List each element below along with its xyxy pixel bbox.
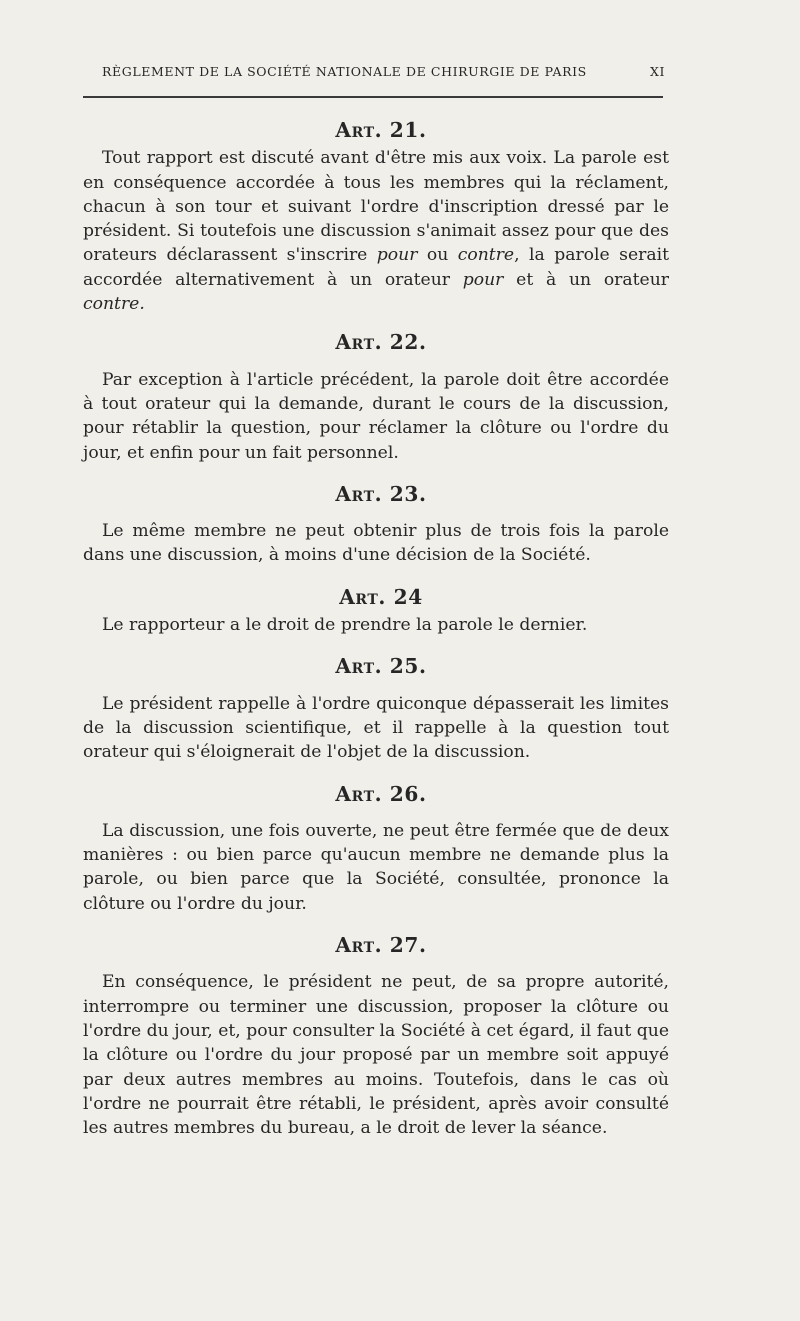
article-text: Le même membre ne peut obtenir plus de trois fois la parole dans une discussion, à moins d'une décision de la Société. (83, 521, 669, 566)
article-text (83, 146, 669, 316)
italic-term: pour (462, 269, 504, 290)
article-heading: Art. 23. (335, 481, 427, 506)
header-rule (83, 96, 663, 98)
article-text: Le président rappelle à l'ordre quiconque dépasserait les limites de la discussion scientifique, et il rappelle à la question tout orateur qui s'éloignerait de l'objet de la discussion. (83, 693, 669, 763)
article-text-segment: , la parole serait accordée alternativement à un orateur (83, 245, 669, 290)
page-number: XI (649, 64, 665, 79)
article-text-segment: ou (417, 245, 458, 266)
article-heading: Art. 26. (335, 781, 427, 806)
running-header (80, 64, 665, 86)
article-heading: Art. 22. (335, 330, 427, 355)
article-text-segment: et à un orateur (503, 269, 670, 290)
article-text: En conséquence, le président ne peut, de sa propre autorité, interrompre ou terminer une discussion, proposer la clôture ou l'ordre du jour, et, pour consulter la Société à cet égard, il faut que la clôture ou l'ordre du jour proposé par un membre soit appuyé par deux autres membres au moins. Toutefois, dans le cas où l'ordre ne pourrait être rétabli, le président, après avoir consulté les autres membres du bureau, a le droit de lever la séance. (83, 972, 669, 1139)
article-text-segment: Tout rapport est discuté avant d'être mis aux voix. La parole est en conséquence accordée à tous les membres qui la réclament, chacun à son tour et suivant l'ordre d'inscription dressé par le président. Si toutefois une discussion s'animait assez pour que des orateurs déclarassent s'inscrire (83, 148, 669, 266)
article-heading: Art. 27. (335, 933, 427, 958)
article-heading: Art. 25. (335, 654, 427, 679)
running-title: RÈGLEMENT DE LA SOCIÉTÉ NATIONALE DE CHIRURGIE DE PARIS (102, 64, 587, 79)
page-body (83, 118, 669, 1140)
article-text: Le rapporteur a le droit de prendre la parole le dernier. (102, 615, 588, 636)
article-heading: Art. 21. (335, 118, 427, 142)
italic-term: pour (376, 245, 418, 266)
article-text: Par exception à l'article précédent, la parole doit être accordée à tout orateur qui la demande, durant le cours de la discussion, pour rétablir la question, pour réclamer la clôture ou l'ordre du jour, et enfin pour un fait personnel. (83, 369, 669, 463)
italic-term: contre (457, 245, 515, 266)
article-heading: Art. 24 (339, 584, 423, 609)
italic-term: contre. (83, 294, 145, 315)
article-text: La discussion, une fois ouverte, ne peut être fermée que de deux manières : ou bien parce qu'aucun membre ne demande plus la parole, ou bien parce que la Société, consultée, prononce la clôture ou l'ordre du jour. (83, 820, 669, 914)
